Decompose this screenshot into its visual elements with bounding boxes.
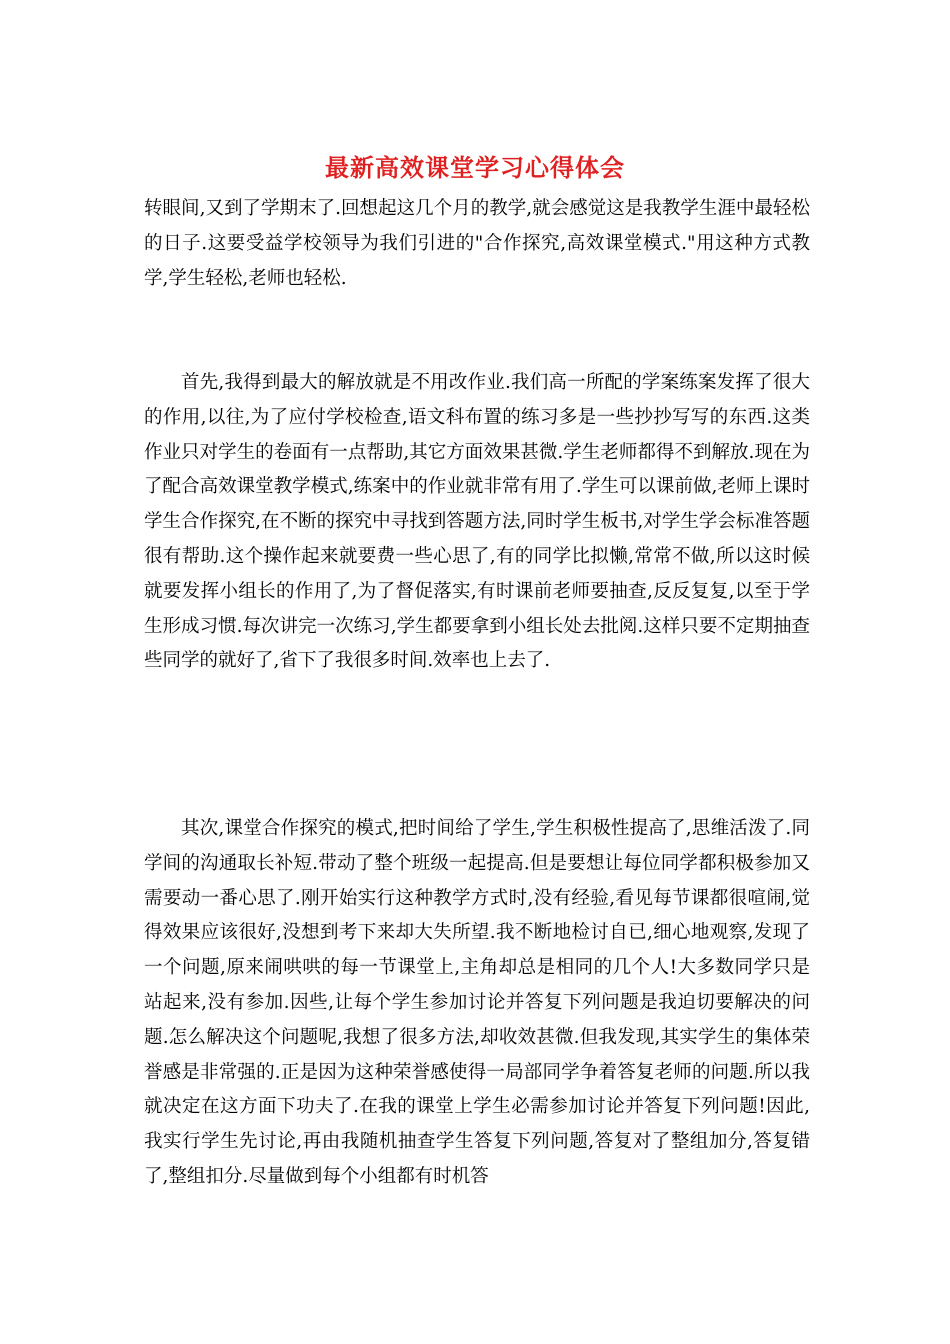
paragraph-intro: 转眼间,又到了学期末了.回想起这几个月的教学,就会感觉这是我教学生涯中最轻松的日子.这要受益学校领导为我们引进的"合作探究,高效课堂模式."用这种方式教学,学生轻松,老师也轻松. [144,198,810,289]
paragraph-second-point: 其次,课堂合作探究的模式,把时间给了学生,学生积极性提高了,思维活泼了.同学间的沟通取长补短.带动了整个班级一起提高.但是要想让每位同学都积极参加又需要动一番心思了.刚开始实行这种教学方式时,没有经验,看见每节课都很喧闹,觉得效果应该很好,没想到考下来却大失所望.我不断地检讨自已,细心地观察,发现了一个问题,原来闹哄哄的每一节课堂上,主角却总是相同的几个人!大多数同学只是站起来,没有参加.因些,让每个学生参加讨论并答复下列问题是我迫切要解决的问题.怎么解决这个问题呢,我想了很多方法,却收效甚微.但我发现,其实学生的集体荣誉感是非常强的.正是因为这种荣誉感使得一局部同学争着答复老师的问题.所以我就决定在这方面下功夫了.在我的课堂上学生必需参加讨论并答复下列问题!因此,我实行学生先讨论,再由我随机抽查学生答复下列问题,答复对了整组加分,答复错了,整组扣分.尽量做到每个小组都有时机答 [144,818,810,1187]
document-title: 最新高效课堂学习心得体会 [325,153,625,182]
paragraph-first-point: 首先,我得到最大的解放就是不用改作业.我们高一所配的学案练案发挥了很大的作用,以往,为了应付学校检查,语文科布置的练习多是一些抄抄写写的东西.这类作业只对学生的卷面有一点帮助,其它方面效果甚微.学生老师都得不到解放.现在为了配合高效课堂教学模式,练案中的作业就非常有用了.学生可以课前做,老师上课时学生合作探究,在不断的探究中寻找到答题方法,同时学生板书,对学生学会标准答题很有帮助.这个操作起来就要费一些心思了,有的同学比拟懒,常常不做,所以这时候就要发挥小组长的作用了,为了督促落实,有时课前老师要抽查,反反复复,以至于学生形成习惯.每次讲完一次练习,学生都要拿到小组长处去批阅.这样只要不定期抽查些同学的就好了,省下了我很多时间.效率也上去了. [144,372,810,672]
